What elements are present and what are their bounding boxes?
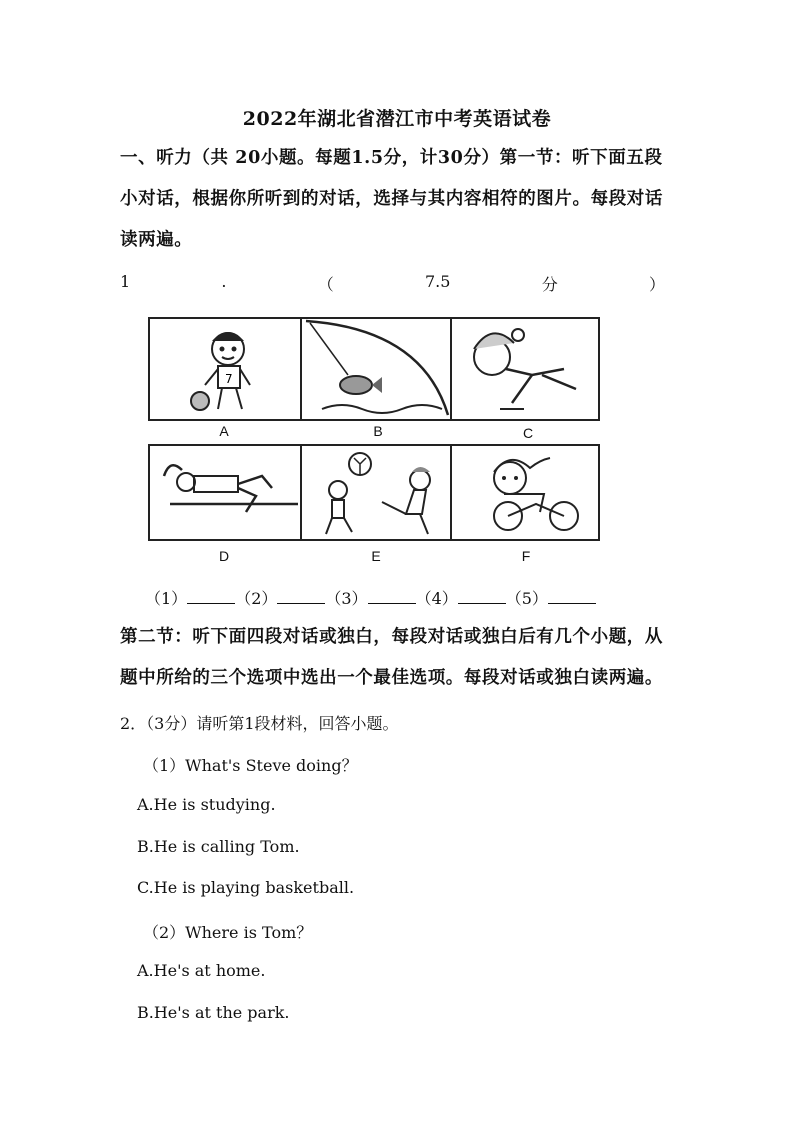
picture-c (450, 317, 600, 421)
picture-label-c: C (522, 425, 534, 441)
high-jump-icon (150, 446, 300, 539)
answer-label-1: （1） (145, 589, 188, 608)
q1-number: 1 (120, 272, 131, 291)
picture-label-b: B (373, 423, 383, 439)
basketball-icon (150, 319, 300, 419)
option-2-2-b: B.He's at the park. (137, 1003, 290, 1022)
question-2-1: （1）What's Steve doing？ (143, 756, 358, 775)
question-2-2: （2）Where is Tom？ (143, 923, 313, 942)
answer-label-5: （5） (505, 589, 548, 608)
picture-label-a: A (219, 423, 229, 439)
answer-label-2: （2） (235, 589, 278, 608)
answer-blank-4[interactable] (458, 589, 506, 604)
skating-icon (452, 319, 598, 419)
answer-blank-3[interactable] (368, 589, 416, 604)
answer-label-3: （3） (325, 589, 368, 608)
section1-instructions: 一、听力（共 20小题。每题1.5分，计30分）第一节：听下面五段小对话，根据你所听到的对话，选择与其内容相符的图片。每段对话读两遍。 (120, 148, 663, 250)
option-2-2-a: A.He's at home. (137, 961, 266, 980)
answer-blank-2[interactable] (277, 589, 325, 604)
picture-label-e: E (371, 548, 381, 564)
option-2-1-a: A.He is studying. (137, 795, 276, 814)
picture-e (300, 444, 452, 541)
q1-unit: 分 (541, 275, 558, 294)
fishing-icon (302, 319, 450, 419)
picture-label-f: F (521, 548, 531, 564)
q1-score: 7.5 (425, 272, 451, 291)
question-1-header (120, 272, 665, 295)
svg-text:7: 7 (225, 372, 233, 386)
section2-instructions: 第二节：听下面四段对话或独白，每段对话或独白后有几个小题，从题中所给的三个选项中选出一个最佳选项。每段对话或独白读两遍。 (120, 627, 663, 688)
q1-close-paren: ） (648, 275, 665, 294)
option-2-1-b: B.He is calling Tom. (137, 837, 300, 856)
picture-d (148, 444, 302, 541)
cycling-icon (452, 446, 598, 539)
soccer-icon (302, 446, 450, 539)
picture-b (300, 317, 452, 421)
answer-blanks (145, 586, 596, 609)
option-2-1-c: C.He is playing basketball. (137, 878, 355, 897)
page-title: 2022年湖北省潜江市中考英语试卷 (242, 108, 552, 130)
q1-open-paren: （ (317, 275, 334, 294)
answer-label-4: （4） (415, 589, 458, 608)
question-2-header: 2．（3分）请听第1段材料，回答小题。 (120, 714, 399, 733)
q1-dot: . (221, 272, 227, 291)
answer-blank-5[interactable] (548, 589, 596, 604)
picture-a (148, 317, 302, 421)
picture-grid (148, 317, 600, 567)
answer-blank-1[interactable] (187, 589, 235, 604)
picture-f (450, 444, 600, 541)
picture-label-d: D (218, 548, 230, 564)
